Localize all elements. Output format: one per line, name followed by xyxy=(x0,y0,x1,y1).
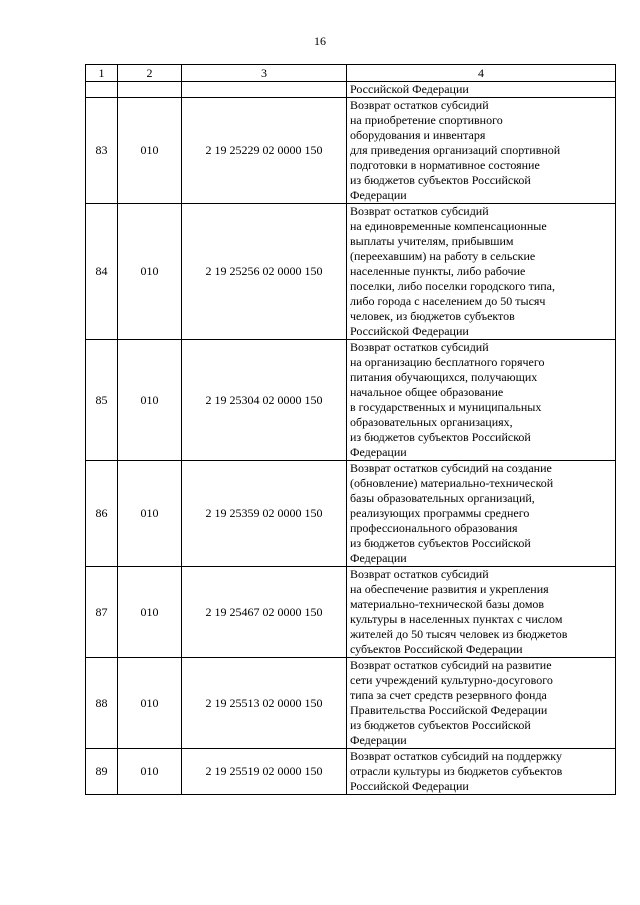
income-description: Возврат остатков субсидий на развитие сети учреждений культурно-досугового типа за счет средств резервного фонда Правительства Российской Федерации из бюджетов субъектов Российской Федерации xyxy=(347,658,616,749)
column-header-3: 3 xyxy=(182,65,347,82)
continuation-cell-1 xyxy=(86,82,118,98)
continuation-row xyxy=(86,82,616,98)
column-header-2: 2 xyxy=(118,65,182,82)
row-number: 87 xyxy=(86,567,118,658)
row-number: 85 xyxy=(86,340,118,461)
income-description: Возврат остатков субсидий на обеспечение развития и укрепления материально-технической базы домов культуры в населенных пунктах с числом жителей до 50 тысяч человек из бюджетов субъектов Российской Федерации xyxy=(347,567,616,658)
table-row xyxy=(86,340,616,461)
budget-classification-code: 2 19 25229 02 0000 150 xyxy=(182,98,347,204)
table-row xyxy=(86,98,616,204)
admin-code: 010 xyxy=(118,749,182,795)
continuation-cell-2 xyxy=(118,82,182,98)
row-number: 88 xyxy=(86,658,118,749)
continuation-cell-3 xyxy=(182,82,347,98)
budget-classification-code: 2 19 25256 02 0000 150 xyxy=(182,204,347,340)
income-description: Возврат остатков субсидий на единовременные компенсационные выплаты учителям, прибывшим (переехавшим) на работу в сельские населенные пункты, либо рабочие поселки, либо поселки городского типа, либо города с населением до 50 тысяч человек, из бюджетов субъектов Российской Федерации xyxy=(347,204,616,340)
admin-code: 010 xyxy=(118,98,182,204)
admin-code: 010 xyxy=(118,461,182,567)
budget-classification-code: 2 19 25467 02 0000 150 xyxy=(182,567,347,658)
admin-code: 010 xyxy=(118,658,182,749)
table-row xyxy=(86,658,616,749)
table-row xyxy=(86,204,616,340)
column-header-4: 4 xyxy=(347,65,616,82)
row-number: 84 xyxy=(86,204,118,340)
income-description: Возврат остатков субсидий на создание (обновление) материально-технической базы образовательных организаций, реализующих программы среднего профессионального образования из бюджетов субъектов Российской Федерации xyxy=(347,461,616,567)
budget-classification-code: 2 19 25519 02 0000 150 xyxy=(182,749,347,795)
admin-code: 010 xyxy=(118,340,182,461)
budget-classification-code: 2 19 25304 02 0000 150 xyxy=(182,340,347,461)
table-header-row xyxy=(86,65,616,82)
income-description: Возврат остатков субсидий на приобретение спортивного оборудования и инвентаря для приведения организаций спортивной подготовки в нормативное состояние из бюджетов субъектов Российской Федерации xyxy=(347,98,616,204)
income-description: Возврат остатков субсидий на организацию бесплатного горячего питания обучающихся, получающих начальное общее образование в государственных и муниципальных образовательных организациях, из бюджетов субъектов Российской Федерации xyxy=(347,340,616,461)
budget-classification-code: 2 19 25513 02 0000 150 xyxy=(182,658,347,749)
admin-code: 010 xyxy=(118,204,182,340)
row-number: 83 xyxy=(86,98,118,204)
row-number: 86 xyxy=(86,461,118,567)
row-number: 89 xyxy=(86,749,118,795)
admin-code: 010 xyxy=(118,567,182,658)
column-header-1: 1 xyxy=(86,65,118,82)
continuation-text: Российской Федерации xyxy=(347,82,616,98)
budget-codes-table xyxy=(85,64,616,795)
table-row xyxy=(86,461,616,567)
table-row xyxy=(86,567,616,658)
page-number: 16 xyxy=(314,34,326,48)
budget-classification-code: 2 19 25359 02 0000 150 xyxy=(182,461,347,567)
table-row xyxy=(86,749,616,795)
income-description: Возврат остатков субсидий на поддержку отрасли культуры из бюджетов субъектов Российской Федерации xyxy=(347,749,616,795)
